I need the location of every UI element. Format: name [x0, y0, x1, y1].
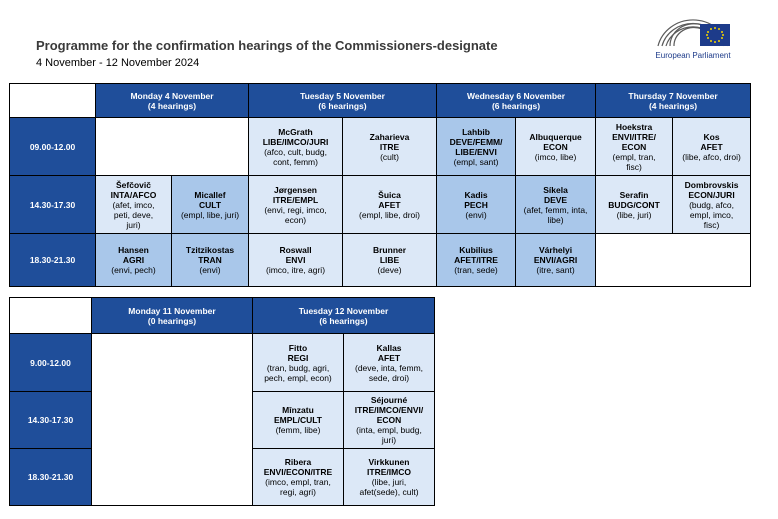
hearing-cell: [516, 234, 596, 287]
committee-label: INTA/AFCO: [110, 189, 157, 200]
associated-committees: peti, deve,: [113, 209, 154, 220]
committee-label: ECON/JURI: [688, 189, 735, 200]
committee-label: ECON: [376, 415, 402, 425]
time-slot: 9.00-12.00: [10, 334, 92, 392]
hearing-cell: [253, 392, 344, 449]
associated-committees: (libe, afco, droi): [682, 151, 741, 162]
associated-committees: (femm, libe): [275, 425, 321, 435]
table-row: [10, 234, 751, 287]
committee-label: BUDG/CONT: [608, 199, 660, 210]
associated-committees: (tran, sede): [454, 265, 498, 275]
commissioner-name: Šefčovič: [116, 179, 151, 190]
associated-committees: (imco, itre, agri): [265, 265, 326, 275]
header-day: Monday 4 November (4 hearings): [96, 84, 249, 118]
committee-label: ENVI/ECON/ITRE: [263, 467, 333, 477]
time-slot: 14.30-17.30: [10, 392, 92, 449]
commissioner-name: Várhelyi: [539, 245, 573, 255]
committee-label: LIBE: [379, 255, 400, 265]
commissioner-name: Síkela: [543, 184, 568, 195]
associated-committees: econ): [284, 214, 307, 225]
commissioner-name: Jørgensen: [274, 184, 318, 195]
hearing-cell: [249, 234, 343, 287]
hearing-cell: [343, 176, 437, 234]
associated-committees: (envi, regi, imco,: [264, 204, 327, 215]
committee-label: ITRE: [379, 141, 400, 152]
corner-cell: [10, 84, 96, 118]
commissioner-name: Albuquerque: [529, 131, 582, 142]
hearing-cell: [344, 392, 435, 449]
time-slot: 18.30-21.30: [10, 449, 92, 506]
associated-committees: cont, femm): [273, 156, 318, 167]
associated-committees: regi, agri): [280, 487, 316, 497]
associated-committees: (empl, libe, droi): [359, 209, 420, 220]
associated-committees: (envi): [199, 265, 221, 275]
associated-committees: (inta, empl, budg,: [356, 425, 422, 435]
associated-committees: (afet, femm, inta,: [523, 204, 588, 215]
commissioner-name: Mînzatu: [282, 405, 314, 415]
european-parliament-logo: [652, 8, 734, 64]
associated-committees: (afco, cult, budg,: [264, 146, 327, 157]
committee-label: ECON: [543, 141, 568, 152]
commissioner-name: Serafin: [619, 189, 649, 200]
table-row: [10, 118, 751, 176]
header-day: Tuesday 5 November (6 hearings): [249, 84, 437, 118]
hearing-cell: [172, 176, 249, 234]
committee-label: ENVI/ITRE/: [612, 131, 657, 142]
associated-committees: (libe, juri): [616, 209, 652, 220]
committee-label: CULT: [198, 199, 222, 210]
committee-label: ITRE/EMPL: [272, 194, 319, 205]
time-slot: 09.00-12.00: [10, 118, 96, 176]
empty-cell: [96, 118, 249, 176]
associated-committees: (empl, sant): [453, 156, 499, 167]
hearing-cell: [249, 176, 343, 234]
hearing-cell: [344, 334, 435, 392]
committee-label: DEVE/FEMM/: [449, 136, 503, 147]
commissioner-name: Ribera: [284, 457, 312, 467]
parliament-emblem-icon: [652, 8, 734, 50]
page-subtitle: 4 November - 12 November 2024: [36, 57, 200, 69]
commissioner-name: Lahbib: [462, 126, 490, 137]
hearing-cell: [596, 176, 673, 234]
committee-label: TRAN: [198, 255, 222, 265]
commissioner-name: Séjourné: [370, 395, 408, 405]
committee-label: ITRE/IMCO/ENVI/: [354, 405, 424, 415]
corner-cell: [10, 298, 92, 334]
committee-label: AFET: [700, 141, 723, 152]
associated-committees: (empl, tran,: [612, 151, 656, 162]
associated-committees: juri): [381, 435, 397, 445]
commissioner-name: McGrath: [278, 126, 313, 137]
associated-committees: (empl, libe, juri): [180, 209, 240, 220]
commissioner-name: Kallas: [376, 342, 402, 353]
commissioner-name: Tzitzikostas: [185, 245, 235, 255]
hearing-cell: [437, 234, 516, 287]
committee-label: ENVI/AGRI: [533, 255, 578, 265]
header-day: Thursday 7 November (4 hearings): [596, 84, 751, 118]
empty-cell: [596, 234, 751, 287]
associated-committees: (tran, budg, agri,: [266, 362, 330, 373]
commissioner-name: Zaharieva: [369, 131, 410, 142]
associated-committees: (itre, sant): [536, 265, 575, 275]
associated-committees: empl, imco,: [689, 209, 734, 220]
hearing-cell: [516, 176, 596, 234]
committee-label: ENVI: [285, 255, 306, 265]
associated-committees: (deve): [377, 265, 402, 275]
hearing-cell: [253, 334, 344, 392]
header-day: Monday 11 November (0 hearings): [92, 298, 253, 334]
table-row: [10, 334, 435, 392]
hearing-cell: [96, 234, 172, 287]
associated-committees: juri): [126, 219, 141, 230]
hearing-cell: [344, 449, 435, 506]
hearing-cell: [343, 234, 437, 287]
week1-schedule-table: [9, 83, 751, 287]
commissioner-name: Micallef: [194, 189, 226, 200]
commissioner-name: Roswall: [279, 245, 312, 255]
associated-committees: afet(sede), cult): [359, 487, 419, 497]
commissioner-name: Kubilius: [459, 245, 493, 255]
commissioner-name: Hansen: [118, 245, 149, 255]
commissioner-name: Šuica: [378, 189, 401, 200]
associated-committees: (libe, juri,: [371, 477, 407, 487]
associated-committees: (envi, pech): [111, 265, 156, 275]
associated-committees: (deve, inta, femm,: [354, 362, 424, 373]
hearing-cell: [249, 118, 343, 176]
commissioner-name: Hoekstra: [615, 121, 653, 132]
committee-label: LIBE/IMCO/JURI: [262, 136, 329, 147]
hearing-cell: [596, 118, 673, 176]
associated-committees: fisc): [626, 161, 642, 172]
time-slot: 14.30-17.30: [10, 176, 96, 234]
committee-label: AFET: [377, 352, 401, 363]
associated-committees: (afet, imco,: [112, 199, 155, 210]
table-row: [10, 176, 751, 234]
associated-committees: pech, empl, econ): [264, 372, 332, 383]
committee-label: LIBE/ENVI: [455, 146, 497, 157]
associated-committees: (cult): [380, 151, 399, 162]
commissioner-name: Brunner: [372, 245, 407, 255]
committee-label: AFET/ITRE: [454, 255, 498, 265]
hearing-cell: [673, 176, 751, 234]
committee-label: AFET: [378, 199, 401, 210]
associated-committees: libe): [547, 214, 564, 225]
committee-label: EMPL/CULT: [273, 415, 322, 425]
hearing-cell: [172, 234, 249, 287]
header-day: Wednesday 6 November (6 hearings): [437, 84, 596, 118]
committee-label: PECH: [464, 199, 488, 210]
commissioner-name: Kadis: [464, 189, 488, 200]
hearing-cell: [343, 118, 437, 176]
associated-committees: (imco, empl, tran,: [265, 477, 331, 487]
hearing-cell: [673, 118, 751, 176]
commissioner-name: Dombrovskis: [684, 179, 739, 190]
hearing-cell: [96, 176, 172, 234]
hearing-cell: [437, 118, 516, 176]
commissioner-name: Virkkunen: [368, 457, 410, 467]
commissioner-name: Fitto: [288, 342, 308, 353]
page-title: Programme for the confirmation hearings of the Commissioners-designate: [36, 38, 498, 53]
commissioner-name: Kos: [703, 131, 720, 142]
committee-label: ECON: [621, 141, 647, 152]
associated-committees: fisc): [703, 219, 720, 230]
header-day: Tuesday 12 November (6 hearings): [253, 298, 435, 334]
logo-text: European Parliament: [655, 51, 731, 60]
time-slot: 18.30-21.30: [10, 234, 96, 287]
associated-committees: (budg, afco,: [689, 199, 734, 210]
associated-committees: sede, droi): [368, 372, 410, 383]
hearing-cell: [516, 118, 596, 176]
committee-label: DEVE: [543, 194, 568, 205]
committee-label: AGRI: [122, 255, 145, 265]
hearing-cell: [437, 176, 516, 234]
committee-label: REGI: [287, 352, 309, 363]
associated-committees: (imco, libe): [534, 151, 577, 162]
empty-cell: [92, 334, 253, 506]
week2-schedule-table: [9, 297, 435, 506]
associated-committees: (envi): [465, 209, 487, 220]
committee-label: ITRE/IMCO: [367, 467, 411, 477]
hearing-cell: [253, 449, 344, 506]
